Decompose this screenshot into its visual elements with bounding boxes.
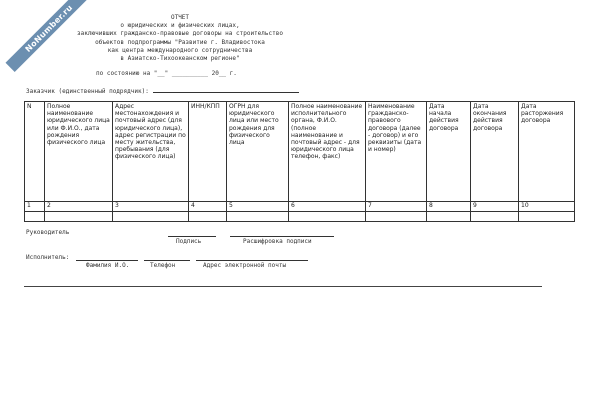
number-cell: 6 xyxy=(289,202,366,212)
header-cell-start-date: Дата начала действия договора xyxy=(427,102,471,202)
number-cell: 8 xyxy=(427,202,471,212)
header-cell-name: Полное наименование юридического лица или Ф.И.О., дата рождения физического лица xyxy=(45,102,113,202)
header-cell-address: Адрес местонахождения и почтовый адрес (для юридического лица), адрес регистрации по месту жительства, пребывания (для физического лица) xyxy=(113,102,189,202)
table-header-row xyxy=(25,102,575,202)
number-cell: 2 xyxy=(45,202,113,212)
empty-cell xyxy=(25,212,45,222)
caption-email: Адрес электронной почты xyxy=(203,262,287,269)
customer-label: Заказчик (единственный подрядчик): xyxy=(26,88,149,95)
decoding-line xyxy=(230,236,334,237)
number-cell: 4 xyxy=(189,202,227,212)
header-cell-contract: Наименование гражданско-правового договора (далее - договор) и его реквизиты (дата и номер) xyxy=(366,102,427,202)
date-line: по состоянию на "__" __________ 20__ г. xyxy=(96,70,237,77)
executor-name-line xyxy=(76,260,138,261)
executor-email-line xyxy=(196,260,308,261)
executor-phone-line xyxy=(144,260,190,261)
header-cell-end-date: Дата окончания действия договора xyxy=(471,102,519,202)
caption-name: Фамилия И.О. xyxy=(86,262,130,269)
empty-cell xyxy=(45,212,113,222)
header-line-1: о юридических и физических лицах, xyxy=(120,22,240,30)
header-cell-ogrn: ОГРН для юридического лица или место рождения для физического лица xyxy=(227,102,289,202)
customer-fill-line xyxy=(153,86,299,93)
header-line-2: заключивших гражданско-правовые договоры на строительство xyxy=(77,30,283,38)
empty-cell xyxy=(471,212,519,222)
number-cell: 3 xyxy=(113,202,189,212)
empty-cell xyxy=(189,212,227,222)
report-header xyxy=(0,14,360,63)
report-title: ОТЧЕТ xyxy=(170,14,190,21)
caption-signature: Подпись xyxy=(176,238,202,245)
caption-phone: Телефон xyxy=(150,262,176,269)
empty-cell xyxy=(427,212,471,222)
header-cell-termination-date: Дата расторжения договора xyxy=(519,102,575,202)
number-cell: 5 xyxy=(227,202,289,212)
header-line-4: как центра международного сотрудничества xyxy=(107,46,253,54)
header-cell-inn: ИНН/КПП xyxy=(189,102,227,202)
empty-cell xyxy=(366,212,427,222)
watermark-banner: NoNumber.ru xyxy=(6,0,93,72)
header-line-5: в Азиатско-Тихоокеанском регионе" xyxy=(120,55,240,63)
header-cell-executive: Полное наименование исполнительного органа, Ф.И.О. (полное наименование и почтовый адрес - для юридического лица телефон, факс) xyxy=(289,102,366,202)
executor-label: Исполнитель: xyxy=(26,254,70,261)
signature-line xyxy=(168,236,216,237)
empty-cell xyxy=(519,212,575,222)
empty-cell xyxy=(227,212,289,222)
head-label: Руководитель xyxy=(26,229,70,236)
table-empty-row xyxy=(25,212,575,222)
customer-row xyxy=(26,86,299,95)
table-number-row xyxy=(25,202,575,212)
empty-cell xyxy=(113,212,189,222)
header-cell-number: N xyxy=(25,102,45,202)
number-cell: 1 xyxy=(25,202,45,212)
bottom-divider xyxy=(24,286,542,287)
header-line-3: объектов подпрограммы "Развитие г. Владивостока xyxy=(95,38,265,46)
empty-cell xyxy=(289,212,366,222)
number-cell: 9 xyxy=(471,202,519,212)
report-table xyxy=(24,101,575,222)
caption-decoding: Расшифровка подписи xyxy=(243,238,312,245)
number-cell: 10 xyxy=(519,202,575,212)
number-cell: 7 xyxy=(366,202,427,212)
